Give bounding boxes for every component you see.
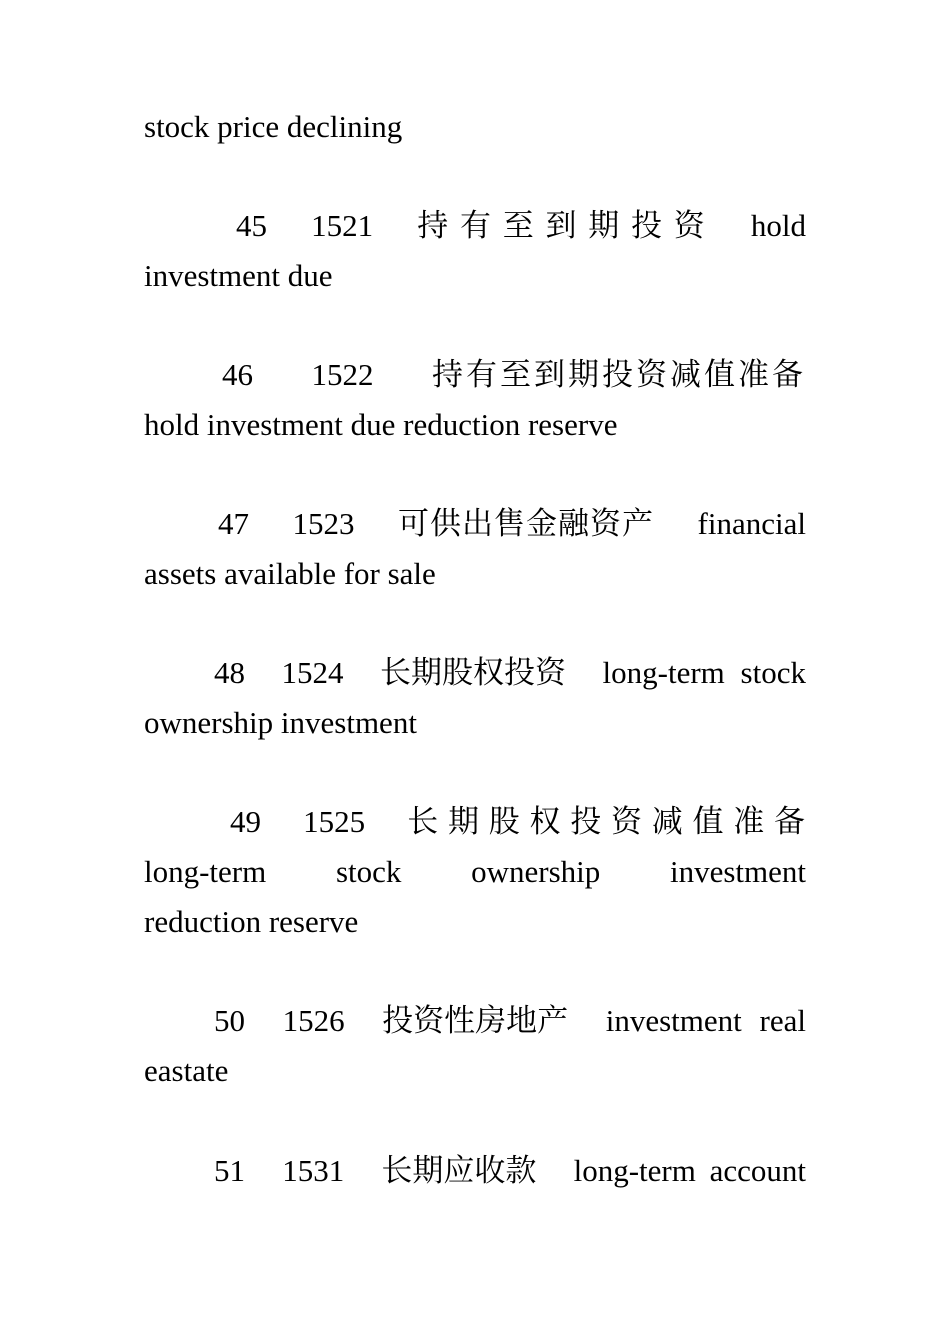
entry-46-line-1: [144, 350, 806, 400]
entry-english: hold: [750, 208, 806, 243]
entry-english-word: ownership: [471, 854, 601, 889]
entry-45-line-2: investment due: [144, 258, 333, 293]
entry-46-line-2: hold investment due reduction reserve: [144, 407, 618, 442]
entry-english: long-term stock: [602, 655, 806, 690]
entry-48-line-2: ownership investment: [144, 705, 417, 740]
entry-english-word: long-term: [144, 854, 267, 889]
entry-number: 46: [222, 357, 253, 392]
entry-50-line-2: eastate: [144, 1053, 229, 1088]
entry-chinese: 长 期 股 权 投 资 减 值 准 备: [407, 804, 806, 839]
entry-49-line-1: [144, 797, 806, 847]
entry-48-line-1: [144, 648, 806, 698]
entry-45-line-1: [144, 201, 806, 251]
entry-chinese: 投资性房地产: [382, 1003, 569, 1038]
entry-number: 49: [230, 804, 261, 839]
entry-english: investment real: [605, 1003, 806, 1038]
entry-51-line-1: [144, 1146, 806, 1196]
entry-code: 1521: [311, 208, 374, 243]
entry-chinese: 长期股权投资: [380, 655, 567, 690]
entry-code: 1522: [311, 357, 374, 392]
entry-number: 47: [218, 506, 249, 541]
entry-chinese: 长期应收款: [381, 1153, 537, 1188]
entry-chinese: 可供出售金融资产: [398, 506, 655, 541]
entry-50-line-1: [144, 996, 806, 1046]
entry-english: financial: [697, 506, 806, 541]
entry-code: 1526: [282, 1003, 345, 1038]
entry-code: 1531: [282, 1153, 345, 1188]
entry-47-line-2: assets available for sale: [144, 556, 436, 591]
entry-number: 50: [214, 1003, 245, 1038]
entry-number: 45: [236, 208, 267, 243]
entry-49-line-3: reduction reserve: [144, 904, 359, 939]
entry-chinese: 持 有 至 到 期 投 资: [417, 208, 707, 243]
entry-code: 1523: [292, 506, 355, 541]
entry-english: long-term account: [573, 1153, 806, 1188]
entry-49-line-2: [144, 847, 806, 897]
entry-english-word: stock: [335, 854, 402, 889]
entry-number: 51: [214, 1153, 245, 1188]
entry-english-word: investment: [669, 854, 806, 889]
entry-number: 48: [214, 655, 245, 690]
entry-code: 1525: [303, 804, 366, 839]
continuation-text: stock price declining: [144, 109, 403, 144]
entry-47-line-1: [144, 499, 806, 549]
entry-code: 1524: [281, 655, 344, 690]
entry-chinese: 持有至到期投资减值准备: [432, 357, 806, 392]
